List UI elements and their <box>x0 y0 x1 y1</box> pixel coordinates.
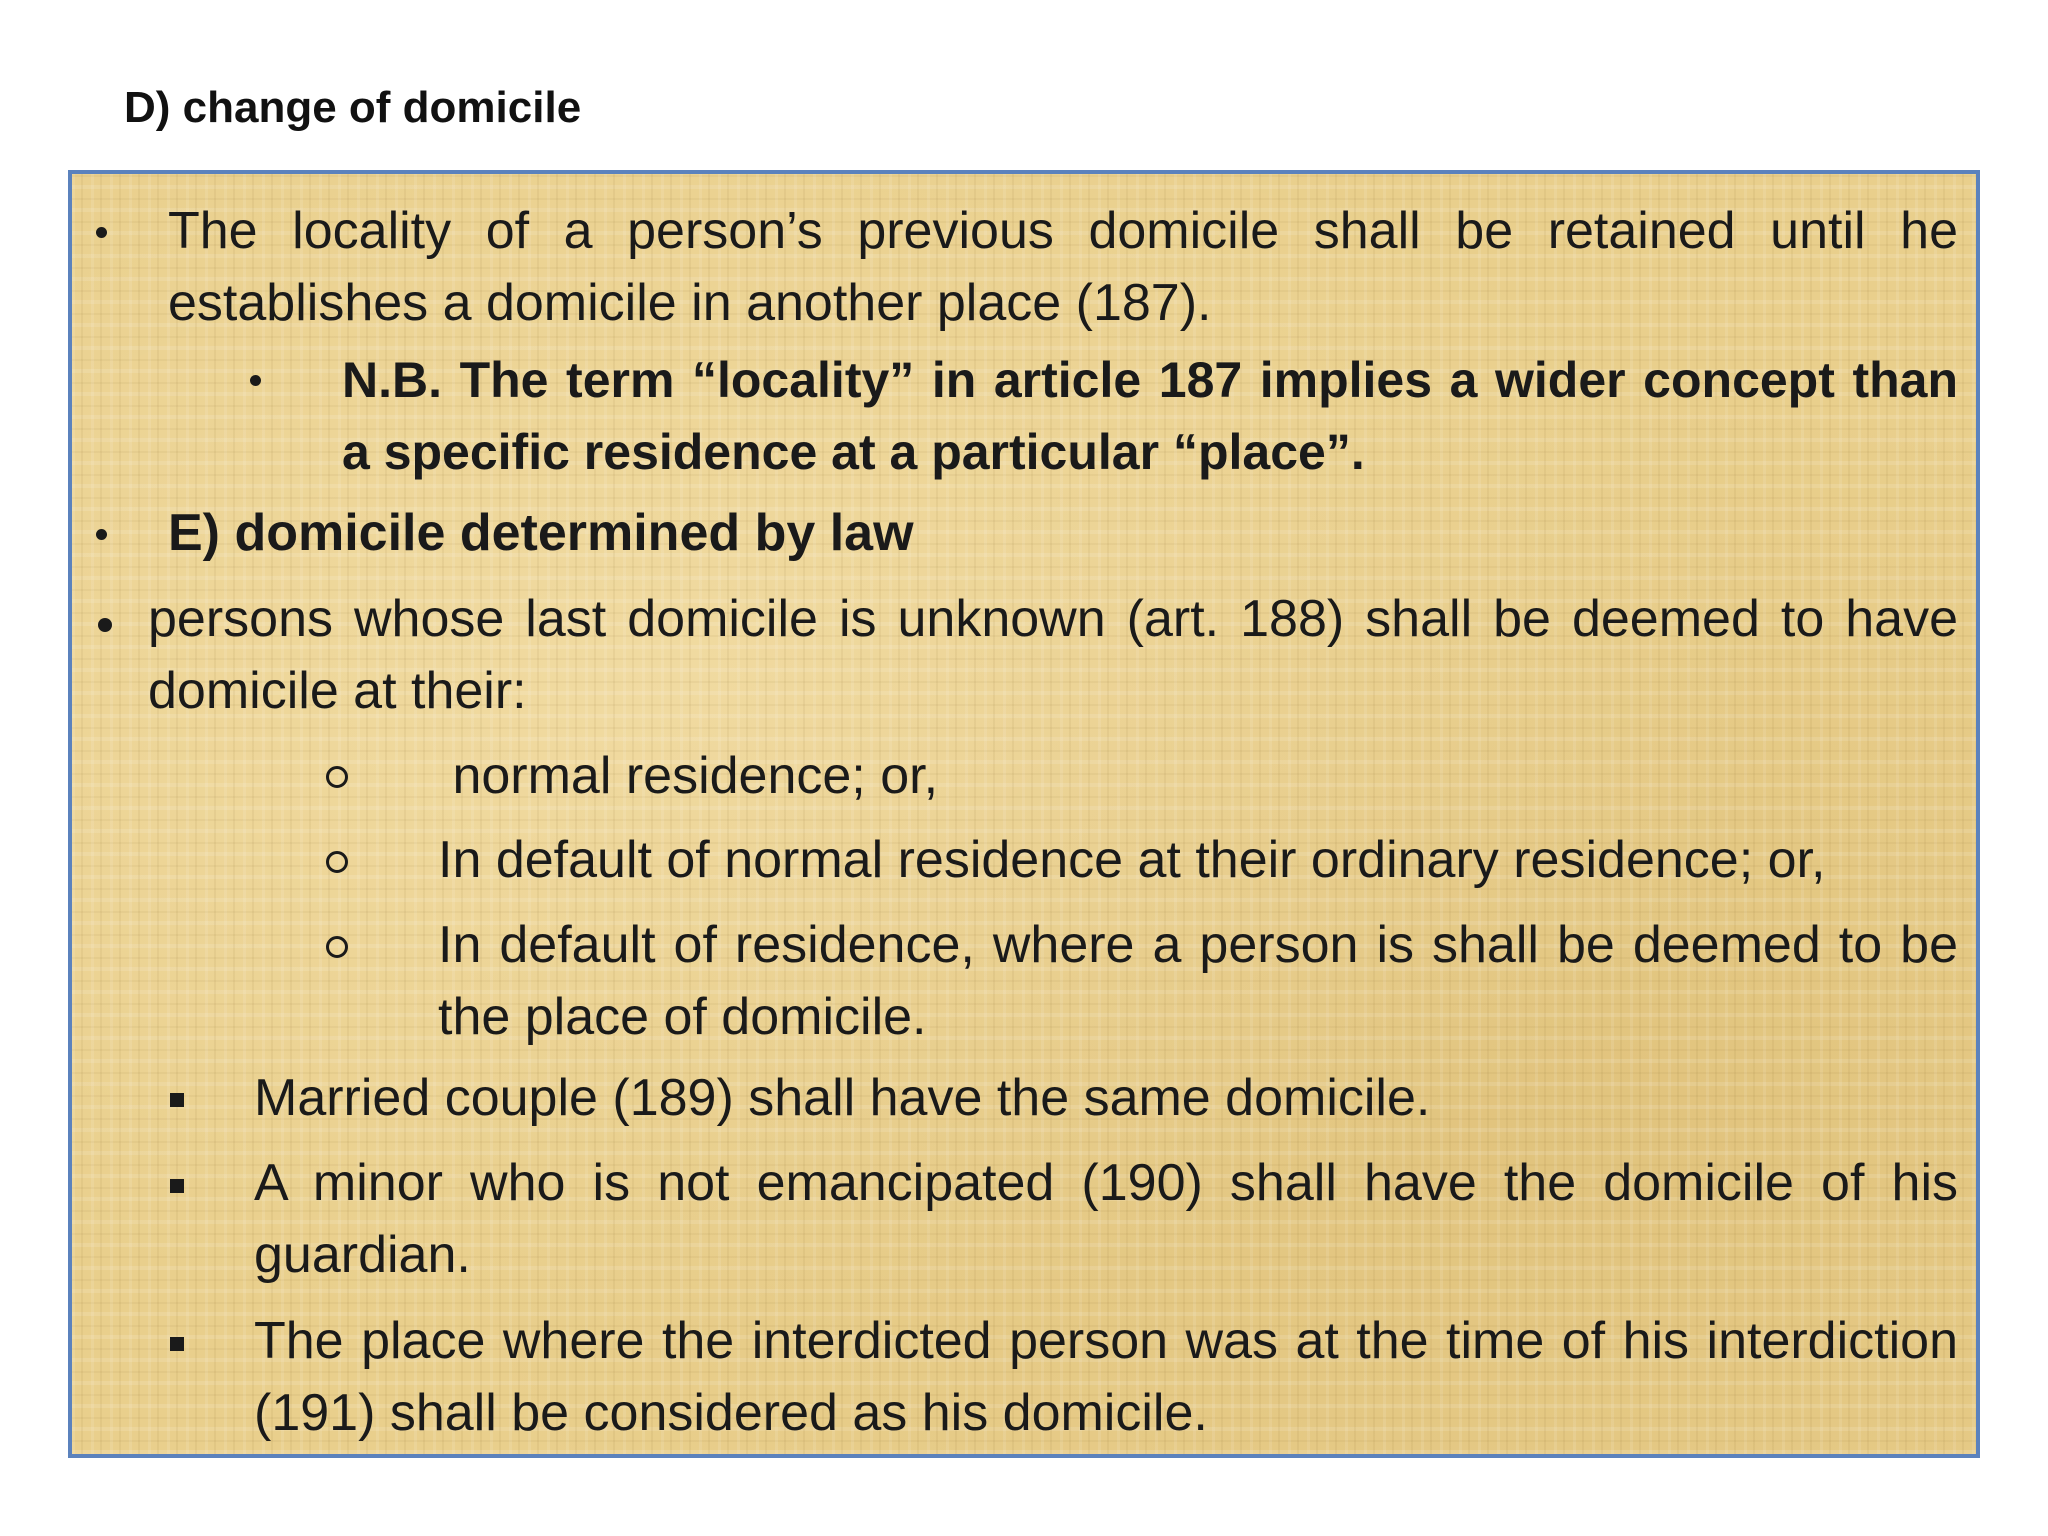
filled-square-icon <box>170 1337 184 1351</box>
bullet-text: persons whose last domicile is unknown (art. 188) shall be deemed to have domicile at their: <box>148 590 1958 720</box>
slide-title: D) change of domicile <box>124 83 582 132</box>
hollow-circle-icon <box>326 936 348 958</box>
sub-item-text: In default of normal residence at their ordinary residence; or, <box>438 831 1826 889</box>
bullet-dot-icon <box>250 375 261 386</box>
bullet-dot-icon <box>98 618 112 632</box>
sub-item-text: Married couple (189) shall have the same domicile. <box>254 1069 1431 1127</box>
bullet-dot-icon <box>96 227 107 238</box>
content-box <box>68 170 1980 1458</box>
filled-square-icon <box>170 1179 184 1193</box>
sub-item-text: In default of residence, where a person is shall be deemed to be the place of domicile. <box>438 916 1958 1046</box>
bullet-text: The locality of a person’s previous domicile shall be retained until he establishes a domicile in another place (187). <box>168 202 1958 332</box>
sub-item-text: A minor who is not emancipated (190) shall have the domicile of his guardian. <box>254 1154 1958 1284</box>
sub-item-text: normal residence; or, <box>438 747 939 805</box>
section-heading: E) domicile determined by law <box>168 504 914 562</box>
sub-item-text: The place where the interdicted person was at the time of his interdiction (191) shall be considered as his domicile. <box>254 1312 1958 1442</box>
filled-square-icon <box>170 1093 184 1107</box>
bullet-dot-icon <box>96 529 107 540</box>
hollow-circle-icon <box>326 766 348 788</box>
hollow-circle-icon <box>326 851 348 873</box>
note-text: N.B. The term “locality” in article 187 implies a wider concept than a specific residence at a particular “place”. <box>342 352 1958 480</box>
